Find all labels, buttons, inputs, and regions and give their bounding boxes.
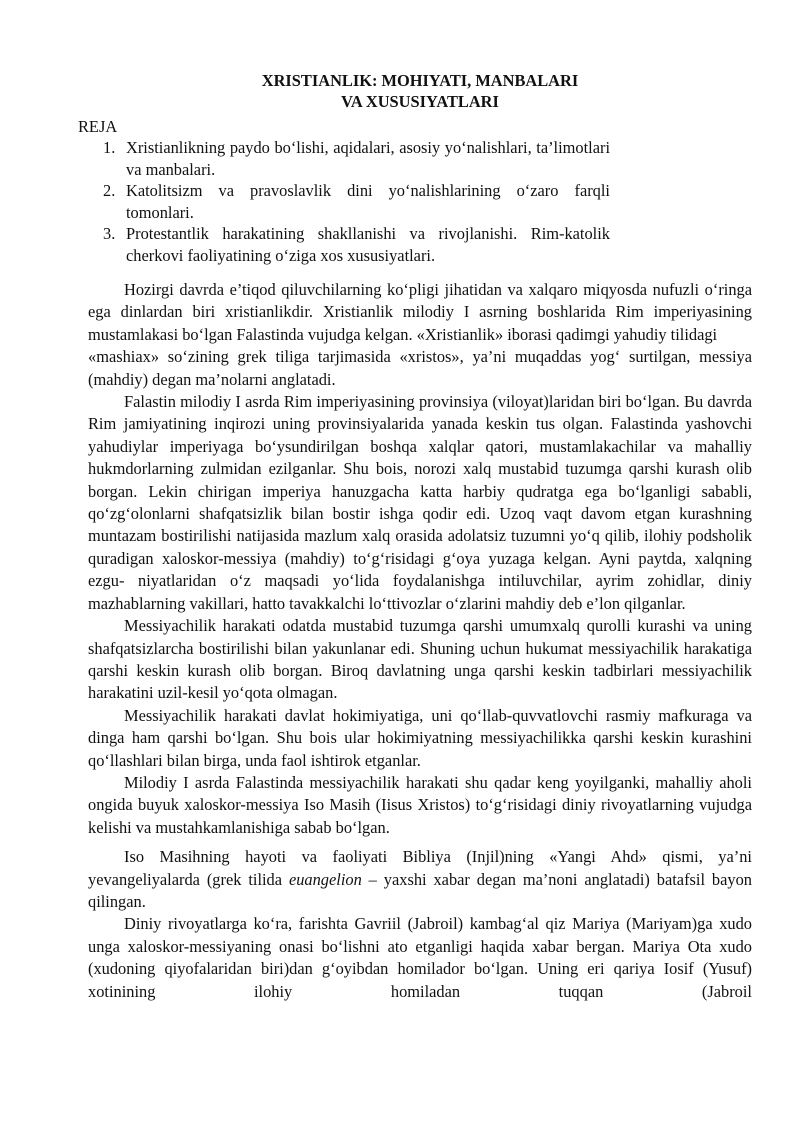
paragraph-1b: «mashiax» so‘zining grek tiliga tarjimasida «xristos», ya’ni muqaddas yog‘ surtilgan, messiya (mahdiy) degan ma’nolarni anglatadi. bbox=[88, 347, 752, 389]
plan-item-number: 1. bbox=[103, 138, 116, 157]
document-title bbox=[0, 70, 800, 112]
paragraph-1a: Hozirgi davrda e’tiqod qiluvchilarning ko‘pligi jihatidan va xalqaro miqyosda nufuzli o‘ringa ega dinlardan biri xristianlikdir. Xristianlik milodiy I asrning boshlarida Rim imperiyasining mustamlakasi bo‘lgan Falastinda vujudga kelgan. «Xristianlik» iborasi qadimgi yahudiy tilidagi bbox=[88, 280, 752, 344]
plan-item bbox=[103, 223, 610, 266]
body-text bbox=[88, 279, 752, 1003]
paragraph-2: Falastin milodiy I asrda Rim imperiyasining provinsiya (viloyat)laridan biri bo‘lgan. Bu davrda Rim jamiyatining inqirozi uning provinsiyalarida yanada keskin tus olgan. Falastinda yashovchi yahudiylar imperiyaga bo‘ysundirilgan boshqa xalqlar qatori, mustamlakachilar va mahalliy hukmdorlarning zulmidan ezilganlar. Shu bois, norozi xalq mustabid tuzumga qarshi kurash olib borgan. Lekin chirigan imperiya hanuzgacha katta harbiy qudratga ega bo‘lganligi sababli, qo‘zg‘olonlarni shafqatsizlik bilan bostir ishga qodir edi. Uzoq vaqt davom etgan kurashning muntazam bostirilishi natijasida mazlum xalq orasida adolatsiz tuzumni yo‘q qilib, ilohiy podsholik quradigan xaloskor-messiya (mahdiy) to‘g‘risidagi g‘oya yuzaga kelgan. Ayni paytda, xalqning ezgu- niyatlaridan o‘z maqsadi yo‘lida foydalanishga intiluvchilar, ayrim zohidlar, diniy mazhablarning vakillari, hatto tavakkalchi lo‘ttivozlar o‘zlarini mahdiy deb e’lon qilganlar. bbox=[88, 392, 752, 613]
title-line-1: XRISTIANLIK: MOHIYATI, MANBALARI bbox=[261, 71, 579, 90]
plan-item-number: 3. bbox=[103, 224, 116, 243]
plan-item bbox=[103, 137, 610, 180]
paragraph-6-term: euangelion bbox=[288, 869, 362, 889]
plan-item-text: Katolitsizm va pravoslavlik dini yo‘nalishlarining o‘zaro farqli tomonlari. bbox=[126, 181, 610, 222]
plan-item bbox=[103, 180, 610, 223]
plan-item-text: Protestantlik harakatining shakllanishi va rivojlanishi. Rim-katolik cherkovi faoliyatining o‘ziga xos xususiyatlari. bbox=[126, 224, 610, 265]
plan-heading: REJA bbox=[78, 117, 118, 136]
plan-item-text: Xristianlikning paydo bo‘lishi, aqidalari, asosiy yo‘nalishlari, ta’limotlari va manbalari. bbox=[126, 138, 610, 179]
paragraph-6-end: – yaxshi xabar degan ma’noni anglatadi) batafsil bayon qilingan. bbox=[88, 869, 752, 911]
plan-item-number: 2. bbox=[103, 181, 116, 200]
paragraph-6-start: Iso Masihning hayoti va faoliyati Bibliya (Injil)ning «Yangi Ahd» qismi, ya’ni yevangeliyalarda (grek tilida bbox=[88, 847, 752, 889]
paragraph-4: Messiyachilik harakati davlat hokimiyatiga, uni qo‘llab-quvvatlovchi rasmiy mafkuraga va dinga ham qarshi bo‘lgan. Shu bois ular hokimiyatning messiyachilikka qarshi keskin kurashini qo‘llashlari bilan birga, unda faol ishtirok etganlar. bbox=[88, 705, 752, 770]
paragraph-5: Milodiy I asrda Falastinda messiyachilik harakati shu qadar keng yoyilganki, mahalliy aholi ongida buyuk xaloskor-messiya Iso Masih (Iisus Xristos) to‘g‘risidagi diniy rivoyatlarning vujudga kelishi va mustahkamlanishiga sabab bo‘lgan. bbox=[88, 772, 752, 837]
plan-list bbox=[103, 137, 610, 266]
title-line-2: VA XUSUSIYATLARI bbox=[341, 92, 499, 111]
paragraph-3: Messiyachilik harakati odatda mustabid tuzumga qarshi umumxalq qurolli kurashi va uning shafqatsizlarcha bostirilishi bilan yakunlanar edi. Shuning uchun hukumat messiyachilik harakatiga qarshi keskin kurash olib borgan. Biroq davlatning unga qarshi keskin tadbirlari messiyachilik harakatini uzil-kesil yo‘qota olmagan. bbox=[88, 616, 752, 703]
paragraph-7: Diniy rivoyatlarga ko‘ra, farishta Gavriil (Jabroil) kambag‘al qiz Mariya (Mariyam)ga xudo unga xaloskor-messiyaning onasi bo‘lishni ato etganligi haqida xabar bergan. Mariya Ota xudo (xudoning qiyofalaridan biri)dan g‘oyibdan homilador bo‘lgan. Uning eri qariya Iosif (Yusuf) xotinining ilohiy homiladan tuqqan (Jabroil bbox=[88, 914, 752, 1001]
paragraph-6 bbox=[88, 846, 752, 913]
